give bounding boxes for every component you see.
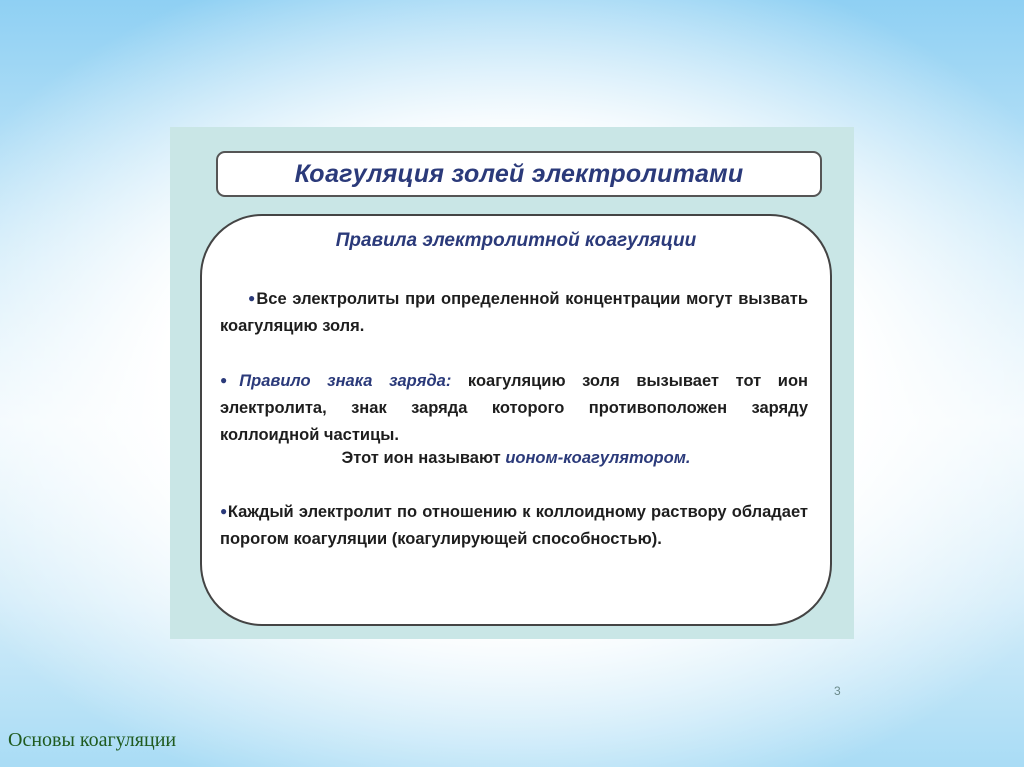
footer-caption: Основы коагуляции — [8, 729, 177, 751]
rule-2-text: коагуляцию золя вызывает тот ион электролита, знак заряда которого противоположен заряду коллоидной частицы. — [220, 372, 808, 444]
title-box — [216, 151, 822, 197]
rule-2-note-prefix: Этот ион называют — [341, 449, 506, 467]
bullet-icon: ● — [248, 291, 257, 305]
bullet-icon: ● — [220, 373, 240, 387]
rule-2-note — [202, 449, 830, 468]
slide-title: Коагуляция золей электролитами — [294, 159, 744, 188]
slide-corner-mark: 3 — [834, 684, 841, 698]
rule-1-paragraph — [220, 285, 808, 340]
rule-1-text: Все электролиты при определенной концентрации могут вызвать коагуляцию золя. — [220, 290, 808, 335]
rule-2-label: Правило знака заряда: — [239, 372, 452, 390]
rules-content-box — [200, 214, 841, 698]
rule-3-paragraph — [220, 498, 808, 553]
rule-2-paragraph — [220, 367, 808, 449]
rule-3-text: Каждый электролит по отношению к коллоидному раствору обладает порогом коагуляции (коагулирующей способностью). — [220, 503, 808, 548]
slide-image-panel — [170, 127, 854, 698]
bullet-icon: ● — [220, 504, 228, 518]
rule-1-indent — [220, 290, 248, 308]
rule-2-note-term: ионом-коагулятором. — [505, 449, 691, 467]
rules-heading: Правила электролитной коагуляции — [335, 230, 697, 251]
